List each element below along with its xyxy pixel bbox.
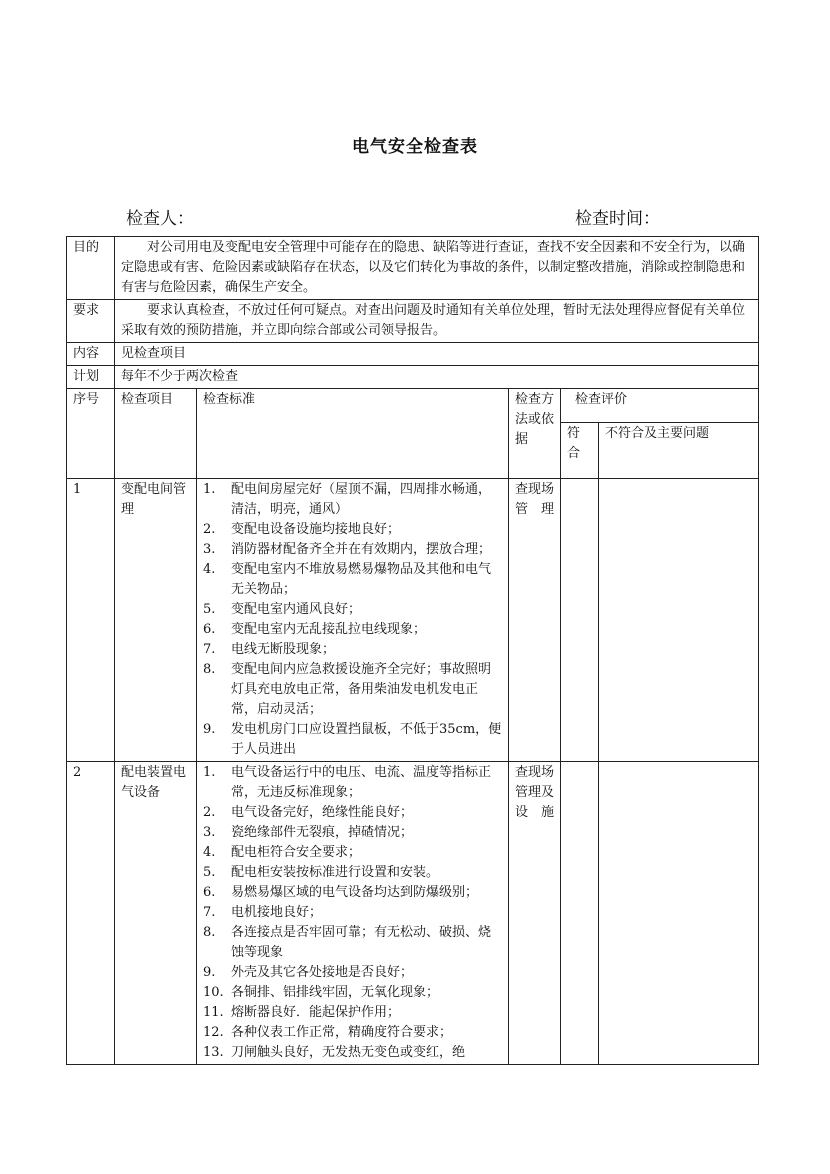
standard-list [203, 763, 502, 1063]
list-item: 12. 各种仪表工作正常，精确度符合要求； [203, 1025, 453, 1040]
col-standard: 检查标准 [197, 389, 509, 479]
row-method: 查现场管理 [509, 479, 561, 762]
list-item: 4. 配电柜符合安全要求； [203, 845, 362, 860]
list-item: 8. 变配电间内应急救援设施齐全完好；事故照明灯具充电放电正常，备用柴油发电机发电正常，启动灵活； [203, 662, 492, 717]
col-nonconform: 不符合及主要问题 [599, 423, 759, 479]
row-standards [197, 479, 509, 762]
list-item: 13. 刀闸触头良好，无发热无变色或变红，绝 [203, 1045, 466, 1060]
row-item: 配电装置电气设备 [115, 762, 197, 1065]
row-item: 变配电间管理 [115, 479, 197, 762]
col-evaluation: 检查评价 [561, 389, 759, 423]
row-seq: 2 [67, 762, 115, 1065]
list-item: 1. 配电间房屋完好（屋顶不漏，四周排水畅通，清洁，明亮，通风） [203, 482, 492, 517]
list-item: 7. 电机接地良好； [203, 905, 323, 920]
list-item: 4. 变配电室内不堆放易燃易爆物品及其他和电气无关物品； [203, 562, 492, 597]
list-item: 6. 易燃易爆区域的电气设备均达到防爆级别； [203, 885, 479, 900]
row-method: 查现场管理及设施 [509, 762, 561, 1065]
page-title: 电气安全检查表 [352, 137, 478, 157]
requirement-label: 要求 [67, 300, 115, 343]
inspection-table [66, 236, 759, 1065]
content-value: 见检查项目 [115, 343, 759, 366]
inspect-time-label: 检查时间： [575, 209, 660, 229]
list-item: 11. 熔断器良好．能起保护作用； [203, 1005, 401, 1020]
list-item: 3. 消防器材配备齐全并在有效期内，摆放合理； [203, 542, 492, 557]
purpose-row [67, 237, 759, 300]
table-row [67, 762, 759, 1065]
row-nonconform [599, 762, 759, 1065]
list-item: 3. 瓷绝缘部件无裂痕，掉碴情况； [203, 825, 414, 840]
inspector-label: 检查人： [126, 209, 194, 229]
list-item: 10. 各铜排、铝排线牢固，无氧化现象； [203, 985, 440, 1000]
list-item: 9. 外壳及其它各处接地是否良好； [203, 965, 414, 980]
row-nonconform [599, 479, 759, 762]
row-seq: 1 [67, 479, 115, 762]
table-row [67, 479, 759, 762]
purpose-label: 目的 [67, 237, 115, 300]
list-item: 2. 变配电设备设施均接地良好； [203, 522, 401, 537]
list-item: 6. 变配电室内无乱接乱拉电线现象； [203, 622, 427, 637]
content-row [67, 343, 759, 366]
col-seq: 序号 [67, 389, 115, 479]
requirement-row [67, 300, 759, 343]
list-item: 5. 变配电室内通风良好； [203, 602, 362, 617]
requirement-content: 要求认真检查，不放过任何可疑点。对查出问题及时通知有关单位处理，暂时无法处理得应督促有关单位采取有效的预防措施，并立即向综合部或公司领导报告。 [115, 300, 759, 343]
purpose-content: 对公司用电及变配电安全管理中可能存在的隐患、缺陷等进行查证，查找不安全因素和不安全行为，以确定隐患或有害、危险因素或缺陷存在状态，以及它们转化为事故的条件，以制定整改措施，消除或控制隐患和有害与危险因素，确保生产安全。 [115, 237, 759, 300]
list-item: 7. 电线无断股现象； [203, 642, 336, 657]
list-item: 9. 发电机房门口应设置挡鼠板，不低于35cm，便于人员进出 [203, 722, 502, 757]
column-header-row [67, 389, 759, 423]
row-conform [561, 762, 599, 1065]
list-item: 5. 配电柜安装按标准进行设置和安装。 [203, 865, 440, 880]
list-item: 2. 电气设备完好，绝缘性能良好； [203, 805, 414, 820]
standard-list [203, 480, 502, 760]
plan-value: 每年不少于两次检查 [115, 366, 759, 389]
list-item: 8. 各连接点是否牢固可靠；有无松动、破损、烧蚀等现象 [203, 925, 492, 960]
col-item: 检查项目 [115, 389, 197, 479]
col-conform: 符合 [561, 423, 599, 479]
plan-label: 计划 [67, 366, 115, 389]
col-method: 检查方法或依据 [509, 389, 561, 479]
content-label: 内容 [67, 343, 115, 366]
row-standards [197, 762, 509, 1065]
row-conform [561, 479, 599, 762]
list-item: 1. 电气设备运行中的电压、电流、温度等指标正常，无违反标准现象； [203, 765, 492, 800]
plan-row [67, 366, 759, 389]
